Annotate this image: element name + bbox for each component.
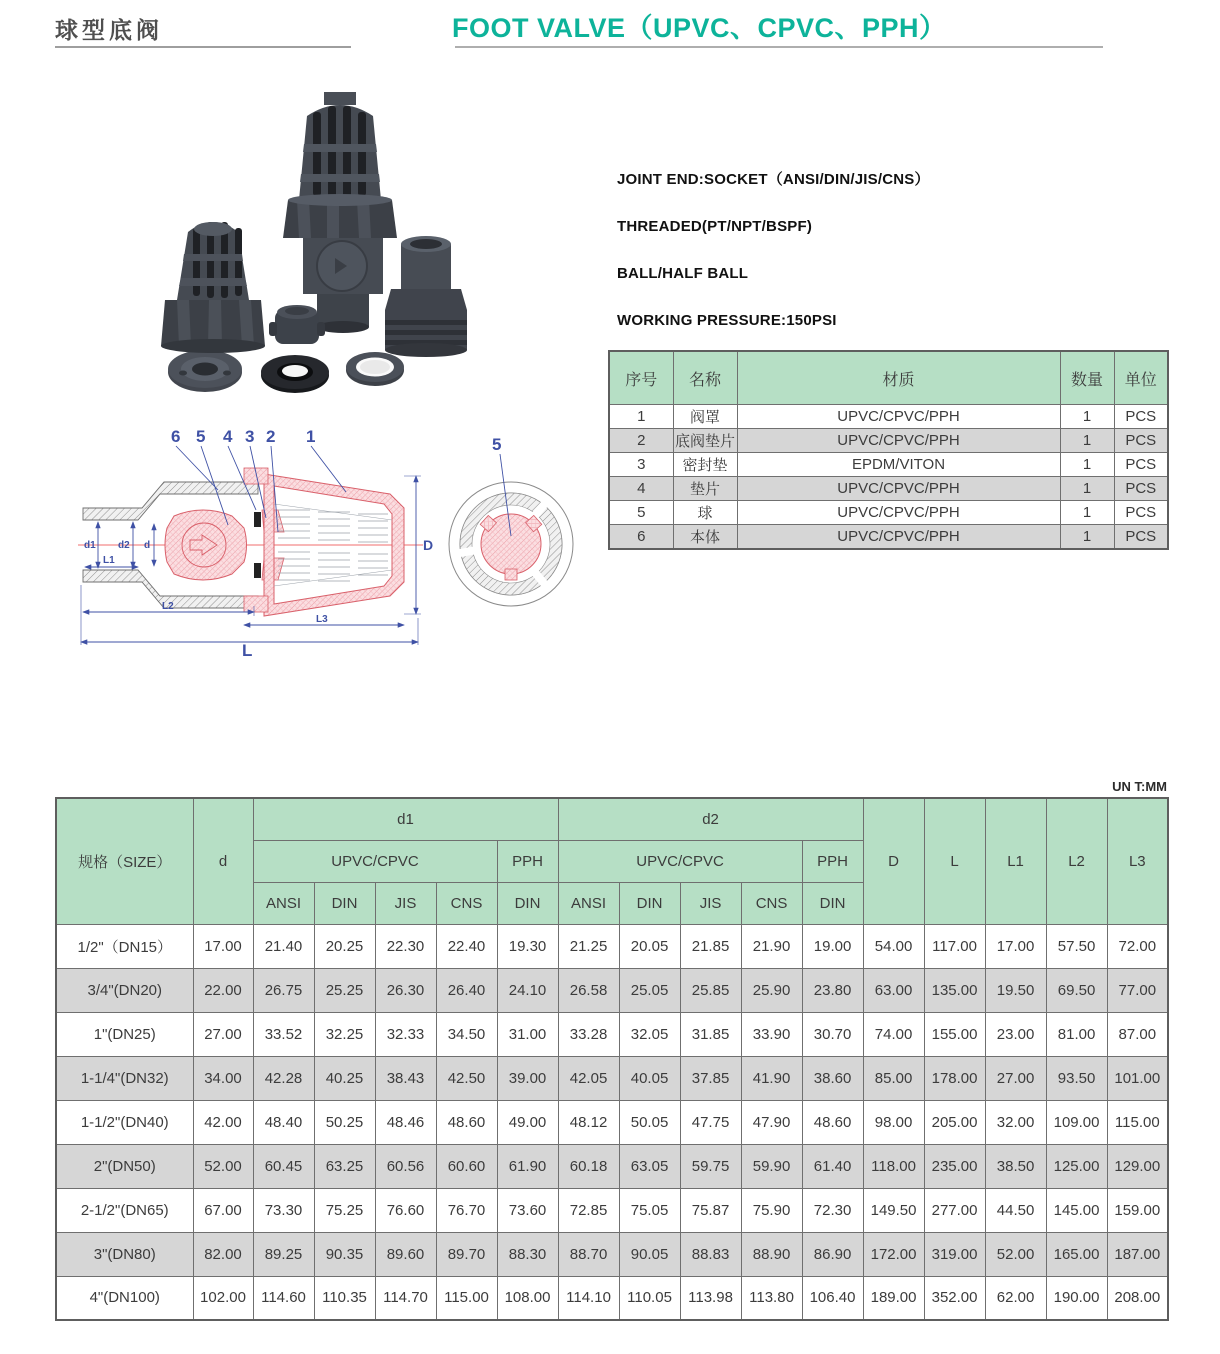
materials-header-row (609, 351, 1168, 405)
dim-L: L (242, 641, 253, 660)
dimension-cell: 38.43 (375, 1056, 436, 1100)
dimension-cell: 76.70 (436, 1188, 497, 1232)
dimension-cell: 19.50 (985, 968, 1046, 1012)
dimension-cell: 75.05 (619, 1188, 680, 1232)
dimension-cell: 40.05 (619, 1056, 680, 1100)
dim-L1: L1 (103, 555, 115, 566)
dimension-cell: 23.00 (985, 1012, 1046, 1056)
dimension-cell: 27.00 (193, 1012, 253, 1056)
dimension-cell: 63.25 (314, 1144, 375, 1188)
dimension-cell: 110.05 (619, 1276, 680, 1320)
dimension-cell: 115.00 (436, 1276, 497, 1320)
dimension-cell: 47.90 (741, 1100, 802, 1144)
col-header-L3: L3 (1107, 798, 1168, 924)
dimension-cell: 88.30 (497, 1232, 558, 1276)
dimension-cell: 17.00 (985, 924, 1046, 968)
dimension-cell: 145.00 (1046, 1188, 1107, 1232)
dimension-table-row (56, 1056, 1168, 1100)
materials-table-cell: 密封垫 (673, 453, 737, 477)
dimension-cell: 34.50 (436, 1012, 497, 1056)
dimension-cell: 86.90 (802, 1232, 863, 1276)
dimension-cell: 74.00 (863, 1012, 924, 1056)
dimension-cell: 20.05 (619, 924, 680, 968)
dimension-cell: 81.00 (1046, 1012, 1107, 1056)
materials-table-cell: PCS (1114, 453, 1168, 477)
dimension-cell: 38.60 (802, 1056, 863, 1100)
dimension-cell: 89.60 (375, 1232, 436, 1276)
dimension-cell: 49.00 (497, 1100, 558, 1144)
dimension-cell: 20.25 (314, 924, 375, 968)
dimension-cell: 85.00 (863, 1056, 924, 1100)
dimension-cell: 90.05 (619, 1232, 680, 1276)
dimension-cell: 88.83 (680, 1232, 741, 1276)
dimension-cell: 37.85 (680, 1056, 741, 1100)
materials-table-cell: 5 (609, 501, 673, 525)
dimension-cell: 73.60 (497, 1188, 558, 1232)
dimension-cell: 205.00 (924, 1100, 985, 1144)
dimension-cell: 41.90 (741, 1056, 802, 1100)
dimension-cell: 32.00 (985, 1100, 1046, 1144)
dimension-cell: 57.50 (1046, 924, 1107, 968)
spec-working-pressure: WORKING PRESSURE:150PSI (617, 312, 837, 329)
dimension-cell: 26.40 (436, 968, 497, 1012)
spec-list (617, 172, 930, 360)
dimension-cell: 87.00 (1107, 1012, 1168, 1056)
dim-d: d (144, 540, 151, 551)
photo-middle-gasket (261, 355, 329, 393)
dimension-cell: 24.10 (497, 968, 558, 1012)
materials-table-cell: 2 (609, 429, 673, 453)
dimension-cell: 21.90 (741, 924, 802, 968)
ball-section (165, 510, 247, 580)
dimension-cell: 93.50 (1046, 1056, 1107, 1100)
materials-table-cell: UPVC/CPVC/PPH (737, 501, 1060, 525)
dimension-cell: 75.25 (314, 1188, 375, 1232)
materials-table-cell: PCS (1114, 405, 1168, 429)
dimension-cell: 33.52 (253, 1012, 314, 1056)
dimension-cell: 30.70 (802, 1012, 863, 1056)
materials-table-cell: UPVC/CPVC/PPH (737, 405, 1060, 429)
dimension-cell: 189.00 (863, 1276, 924, 1320)
materials-table-cell: 阀罩 (673, 405, 737, 429)
materials-col-header: 名称 (673, 351, 737, 405)
dimension-cell: 72.85 (558, 1188, 619, 1232)
dimension-cell: 32.33 (375, 1012, 436, 1056)
dimension-cell: 125.00 (1046, 1144, 1107, 1188)
dimension-cell: 59.75 (680, 1144, 741, 1188)
standard-col-header: DIN (314, 882, 375, 924)
dimension-cell: 67.00 (193, 1188, 253, 1232)
callout-4: 4 (223, 427, 233, 446)
dimension-cell: 39.00 (497, 1056, 558, 1100)
dimension-cell: 114.10 (558, 1276, 619, 1320)
dimension-cell: 109.00 (1046, 1100, 1107, 1144)
dimension-cell: 135.00 (924, 968, 985, 1012)
size-cell: 3"(DN80) (56, 1232, 193, 1276)
photo-socket-fitting (385, 236, 467, 357)
dimension-cell: 25.90 (741, 968, 802, 1012)
dimension-cell: 52.00 (193, 1144, 253, 1188)
dimension-cell: 62.00 (985, 1276, 1046, 1320)
col-header-L2: L2 (1046, 798, 1107, 924)
materials-table-cell: 底阀垫片 (673, 429, 737, 453)
dimension-cell: 108.00 (497, 1276, 558, 1320)
materials-table-cell: PCS (1114, 429, 1168, 453)
dimension-cell: 22.00 (193, 968, 253, 1012)
size-cell: 2-1/2"(DN65) (56, 1188, 193, 1232)
col-group-d2: d2 (558, 798, 863, 840)
standard-col-header: JIS (680, 882, 741, 924)
dimension-cell: 40.25 (314, 1056, 375, 1100)
size-cell: 1/2"（DN15） (56, 924, 193, 968)
materials-table-row (609, 525, 1168, 550)
dimension-cell: 76.60 (375, 1188, 436, 1232)
dimension-cell: 73.30 (253, 1188, 314, 1232)
callout-1: 1 (306, 427, 316, 446)
dim-D: D (423, 537, 434, 553)
size-cell: 1-1/2"(DN40) (56, 1100, 193, 1144)
materials-table-cell: 4 (609, 477, 673, 501)
materials-table-cell: 3 (609, 453, 673, 477)
spec-threaded: THREADED(PT/NPT/BSPF) (617, 218, 813, 235)
photo-right-gasket (346, 352, 404, 386)
dimension-cell: 190.00 (1046, 1276, 1107, 1320)
photo-left-cage (161, 222, 265, 353)
dimension-cell: 75.87 (680, 1188, 741, 1232)
materials-table-cell: 垫片 (673, 477, 737, 501)
dimension-cell: 31.85 (680, 1012, 741, 1056)
dimension-table-row (56, 924, 1168, 968)
dimension-cell: 26.30 (375, 968, 436, 1012)
dimension-cell: 113.98 (680, 1276, 741, 1320)
dimension-cell: 115.00 (1107, 1100, 1168, 1144)
materials-table-row (609, 429, 1168, 453)
dimension-cell: 60.60 (436, 1144, 497, 1188)
dimension-cell: 42.28 (253, 1056, 314, 1100)
dimension-cell: 27.00 (985, 1056, 1046, 1100)
materials-col-header: 单位 (1114, 351, 1168, 405)
dim-d2: d2 (118, 540, 130, 551)
materials-table-body (609, 405, 1168, 550)
dimension-cell: 82.00 (193, 1232, 253, 1276)
materials-col-header: 材质 (737, 351, 1060, 405)
dimension-cell: 72.30 (802, 1188, 863, 1232)
dimension-cell: 75.90 (741, 1188, 802, 1232)
dimension-cell: 25.85 (680, 968, 741, 1012)
dimension-cell: 48.60 (436, 1100, 497, 1144)
dimension-cell: 101.00 (1107, 1056, 1168, 1100)
dimension-cell: 17.00 (193, 924, 253, 968)
size-cell: 1"(DN25) (56, 1012, 193, 1056)
dimension-cell: 114.60 (253, 1276, 314, 1320)
standard-col-header: JIS (375, 882, 436, 924)
dimension-cell: 38.50 (985, 1144, 1046, 1188)
materials-table-row (609, 453, 1168, 477)
col-group-d1-pph: PPH (497, 840, 558, 882)
dimension-cell: 50.05 (619, 1100, 680, 1144)
dimension-table-body (56, 924, 1168, 1320)
dimension-cell: 61.40 (802, 1144, 863, 1188)
materials-table-cell: 本体 (673, 525, 737, 550)
dimension-cell: 178.00 (924, 1056, 985, 1100)
materials-table-cell: 球 (673, 501, 737, 525)
dimension-cell: 118.00 (863, 1144, 924, 1188)
dim-L2: L2 (162, 601, 174, 612)
dimension-cell: 25.25 (314, 968, 375, 1012)
dimension-cell: 159.00 (1107, 1188, 1168, 1232)
dimension-cell: 208.00 (1107, 1276, 1168, 1320)
dimension-cell: 90.35 (314, 1232, 375, 1276)
dimension-cell: 98.00 (863, 1100, 924, 1144)
standard-col-header: CNS (741, 882, 802, 924)
col-group-d1-upvc: UPVC/CPVC (253, 840, 497, 882)
dimension-cell: 102.00 (193, 1276, 253, 1320)
materials-table-cell: 1 (1060, 405, 1114, 429)
dimension-cell: 54.00 (863, 924, 924, 968)
dimension-cell: 187.00 (1107, 1232, 1168, 1276)
dimension-cell: 19.00 (802, 924, 863, 968)
col-header-D: D (863, 798, 924, 924)
dimension-cell: 63.05 (619, 1144, 680, 1188)
photo-left-gasket (168, 350, 242, 392)
dimension-cell: 114.70 (375, 1276, 436, 1320)
dimension-cell: 26.75 (253, 968, 314, 1012)
dimension-cell: 21.40 (253, 924, 314, 968)
size-cell: 2"(DN50) (56, 1144, 193, 1188)
materials-table-cell: UPVC/CPVC/PPH (737, 525, 1060, 550)
dimension-cell: 155.00 (924, 1012, 985, 1056)
photo-main-valve (283, 92, 397, 333)
materials-table-cell: 1 (1060, 525, 1114, 550)
standard-col-header: ANSI (558, 882, 619, 924)
dimension-cell: 89.25 (253, 1232, 314, 1276)
col-header-d: d (193, 798, 253, 924)
dimension-cell: 48.46 (375, 1100, 436, 1144)
spec-joint-end: JOINT END:SOCKET（ANSI/DIN/JIS/CNS） (617, 171, 930, 188)
dimension-cell: 25.05 (619, 968, 680, 1012)
size-cell: 1-1/4"(DN32) (56, 1056, 193, 1100)
dim-L3: L3 (316, 614, 328, 625)
dimension-cell: 89.70 (436, 1232, 497, 1276)
dimension-cell: 88.70 (558, 1232, 619, 1276)
dimension-table-row (56, 1232, 1168, 1276)
dimension-cell: 32.05 (619, 1012, 680, 1056)
dimension-table-row (56, 1276, 1168, 1320)
materials-table-row (609, 405, 1168, 429)
col-group-d2-upvc: UPVC/CPVC (558, 840, 802, 882)
dimension-cell: 19.30 (497, 924, 558, 968)
callout-2: 2 (266, 427, 276, 446)
dimension-table-row (56, 1100, 1168, 1144)
dimension-cell: 33.90 (741, 1012, 802, 1056)
dimension-cell: 113.80 (741, 1276, 802, 1320)
dimension-cell: 48.12 (558, 1100, 619, 1144)
col-header-L: L (924, 798, 985, 924)
dimension-cell: 235.00 (924, 1144, 985, 1188)
valve-body-section (83, 482, 258, 520)
dimension-table-row (56, 1012, 1168, 1056)
col-header-size: 规格（SIZE） (56, 798, 193, 924)
dimension-cell: 319.00 (924, 1232, 985, 1276)
standard-col-header: DIN (619, 882, 680, 924)
unit-note: UN T:MM (1112, 779, 1167, 794)
col-header-L1: L1 (985, 798, 1046, 924)
callout-6: 6 (171, 427, 181, 446)
dimension-cell: 50.25 (314, 1100, 375, 1144)
size-cell: 3/4"(DN20) (56, 968, 193, 1012)
dimension-cell: 88.90 (741, 1232, 802, 1276)
cage-section (244, 468, 404, 616)
materials-table-row (609, 501, 1168, 525)
standard-col-header: DIN (802, 882, 863, 924)
materials-table-cell: UPVC/CPVC/PPH (737, 429, 1060, 453)
materials-table-cell: UPVC/CPVC/PPH (737, 477, 1060, 501)
materials-table-cell: 1 (609, 405, 673, 429)
dimension-cell: 106.40 (802, 1276, 863, 1320)
dimension-cell: 60.45 (253, 1144, 314, 1188)
dimension-table-row (56, 1144, 1168, 1188)
dimension-cell: 31.00 (497, 1012, 558, 1056)
callout-5: 5 (196, 427, 206, 446)
dimension-cell: 165.00 (1046, 1232, 1107, 1276)
dimension-cell: 172.00 (863, 1232, 924, 1276)
dimension-cell: 33.28 (558, 1012, 619, 1056)
dimension-cell: 44.50 (985, 1188, 1046, 1232)
dimension-cell: 34.00 (193, 1056, 253, 1100)
dimension-cell: 42.00 (193, 1100, 253, 1144)
dimension-cell: 60.18 (558, 1144, 619, 1188)
materials-table-cell: PCS (1114, 477, 1168, 501)
dimension-cell: 47.75 (680, 1100, 741, 1144)
dimension-cell: 352.00 (924, 1276, 985, 1320)
size-cell: 4"(DN100) (56, 1276, 193, 1320)
dimension-cell: 72.00 (1107, 924, 1168, 968)
col-group-d1: d1 (253, 798, 558, 840)
standard-col-header: DIN (497, 882, 558, 924)
materials-table-cell: 1 (1060, 477, 1114, 501)
spec-ball: BALL/HALF BALL (617, 265, 749, 282)
dimension-cell: 110.35 (314, 1276, 375, 1320)
materials-col-header: 数量 (1060, 351, 1114, 405)
end-view (449, 435, 573, 606)
product-photo (85, 82, 580, 420)
dimension-table (55, 797, 1169, 1321)
page-title-en: FOOT VALVE（UPVC、CPVC、PPH） (452, 13, 947, 43)
materials-table-cell: EPDM/VITON (737, 453, 1060, 477)
dimension-cell: 277.00 (924, 1188, 985, 1232)
dimension-cell: 32.25 (314, 1012, 375, 1056)
dimension-cell: 23.80 (802, 968, 863, 1012)
materials-table-cell: 1 (1060, 429, 1114, 453)
dimension-cell: 21.85 (680, 924, 741, 968)
dimension-cell: 48.40 (253, 1100, 314, 1144)
materials-table (608, 350, 1169, 550)
dimension-table-row (56, 968, 1168, 1012)
dimension-cell: 22.40 (436, 924, 497, 968)
dimension-cell: 52.00 (985, 1232, 1046, 1276)
dimension-cell: 26.58 (558, 968, 619, 1012)
dimension-cell: 77.00 (1107, 968, 1168, 1012)
standard-col-header: CNS (436, 882, 497, 924)
dimension-cell: 61.90 (497, 1144, 558, 1188)
materials-table-cell: 1 (1060, 501, 1114, 525)
dimension-cell: 149.50 (863, 1188, 924, 1232)
materials-table-cell: 1 (1060, 453, 1114, 477)
dimension-cell: 60.56 (375, 1144, 436, 1188)
dimension-cell: 21.25 (558, 924, 619, 968)
page-title-zh: 球型底阀 (55, 17, 163, 43)
dimension-cell: 117.00 (924, 924, 985, 968)
header-rule-left (55, 46, 351, 48)
dimension-cell: 48.60 (802, 1100, 863, 1144)
callout-3: 3 (245, 427, 255, 446)
header-rule-right (455, 46, 1103, 48)
materials-col-header: 序号 (609, 351, 673, 405)
dimension-cell: 22.30 (375, 924, 436, 968)
dimension-cell: 59.90 (741, 1144, 802, 1188)
col-group-d2-pph: PPH (802, 840, 863, 882)
dimension-cell: 129.00 (1107, 1144, 1168, 1188)
standard-col-header: ANSI (253, 882, 314, 924)
dim-d1: d1 (84, 540, 96, 551)
dimension-cell: 42.05 (558, 1056, 619, 1100)
materials-table-cell: 6 (609, 525, 673, 550)
dimension-table-row (56, 1188, 1168, 1232)
materials-table-cell: PCS (1114, 501, 1168, 525)
end-view-callout-5: 5 (492, 435, 502, 454)
technical-drawing (78, 420, 613, 665)
materials-table-cell: PCS (1114, 525, 1168, 550)
dimension-cell: 63.00 (863, 968, 924, 1012)
dimension-cell: 42.50 (436, 1056, 497, 1100)
materials-table-row (609, 477, 1168, 501)
dimension-cell: 69.50 (1046, 968, 1107, 1012)
photo-cap (269, 305, 325, 344)
